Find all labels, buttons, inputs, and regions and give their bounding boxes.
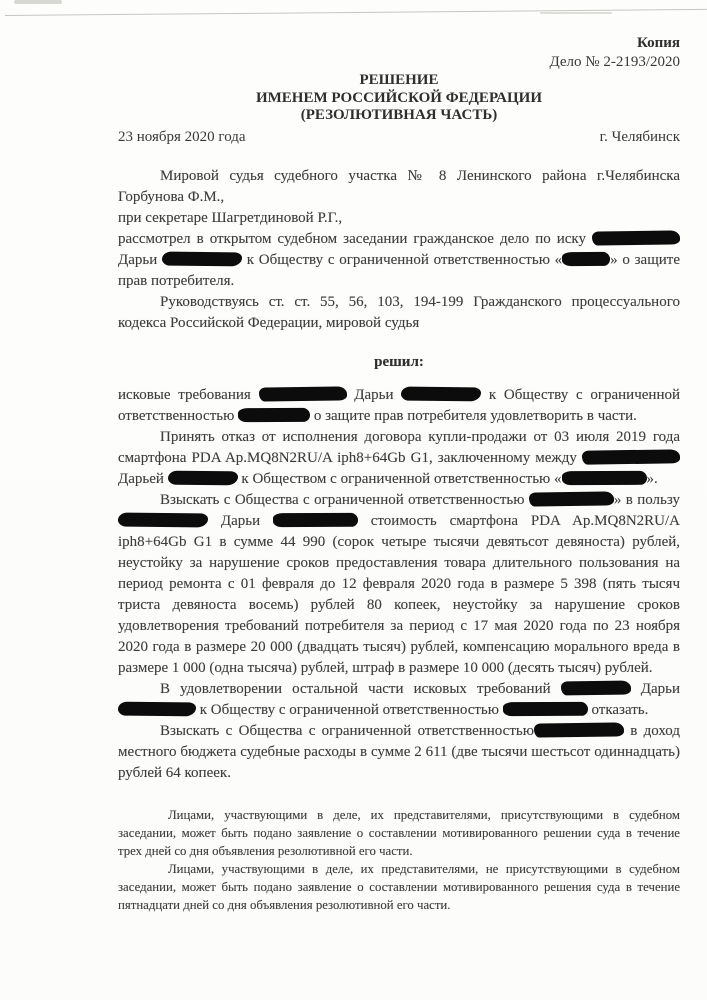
redaction-mark: [273, 512, 358, 526]
resolution-heading: решил:: [374, 353, 424, 370]
court-costs: Взыскать с Общества с ограниченной ответственностью в доход местного бюджета судебные расходы в сумме 2 611 (две тысячи шестьсот одиннадцать) рублей 64 копеек.: [118, 722, 680, 781]
redaction-mark: [401, 386, 481, 401]
notice-absent: Лицами, участвующими в деле, их представителями, не присутствующими в судебном заседании, может быть подано заявление о составлении мотивированного решения суда в течение пятнадцати дней со дня объявления резолютивной его части.: [118, 861, 680, 912]
redaction-mark: [561, 470, 646, 484]
remaining-claims-denied: В удовлетворении остальной части исковых требований Дарьи к Обществу с ограниченной ответственностью отказать.: [118, 679, 680, 721]
date-row: [118, 127, 680, 148]
redaction-mark: [168, 470, 238, 485]
document-title: [118, 72, 680, 125]
redaction-mark: [534, 722, 624, 737]
redaction-mark: [118, 701, 196, 716]
case-intro: рассмотрел в открытом судебном заседании гражданское дело по иску Дарьи к Обществу с ограниченной ответственностью « » о защите прав потребителя.: [118, 230, 680, 289]
redaction-mark: [529, 491, 614, 506]
redaction-mark: [562, 251, 610, 265]
secretary-line: при секретаре Шагретдиновой Р.Г.,: [118, 209, 343, 226]
redaction-mark: [118, 512, 208, 527]
redaction-mark: [258, 386, 346, 401]
ruling-basis: Руководствуясь ст. ст. 55, 56, 103, 194-199 Гражданского процессуального кодекса Российской Федерации, мировой судья: [118, 293, 680, 331]
redaction-mark: [561, 680, 631, 695]
decision-date: 23 ноября 2020 года: [118, 128, 246, 145]
title-line-1: РЕШЕНИЕ: [359, 72, 439, 88]
notice-present: Лицами, участвующими в деле, их представителями, присутствующими в судебном заседании, может быть подано заявление о составлении мотивированного решении суда в течение трех дней со дня объявления резолютивной его части.: [118, 807, 680, 858]
claims-satisfied: исковые требования Дарьи к Обществу с ограниченной ответственностью о защите прав потребителя удовлетворить в части.: [118, 386, 680, 424]
judge-intro: Мировой судья судебного участка № 8 Ленинского района г.Челябинска Горбунова Ф.М.,: [118, 167, 680, 205]
redaction-mark: [238, 407, 310, 421]
contract-refusal: Принять отказ от исполнения договора купли-продажи от 03 июля 2019 года смартфона PDA Ap.MQ8N2RU/A iph8+64Gb G1, заключенному между Дарьей к Обществом с ограниченной ответственностью « ».: [118, 428, 680, 487]
title-line-3: (РЕЗОЛЮТИВНАЯ ЧАСТЬ): [300, 107, 498, 123]
copy-label: Копия: [636, 35, 680, 51]
redaction-mark: [503, 701, 588, 715]
title-line-2: ИМЕНЕМ РОССИЙСКОЙ ФЕДЕРАЦИИ: [255, 89, 543, 106]
decision-city: г. Челябинск: [599, 128, 680, 145]
redaction-mark: [582, 449, 680, 464]
recovery-award: Взыскать с Общества с ограниченной ответственностью » в пользу Дарьи стоимость смартфона PDA Ap.MQ8N2RU/A iph8+64Gb G1 в сумме 44 990 (сорок четыре тысячи девятьсот девяноста) рублей, неустойку за нарушение сроков предоставления товара длительного пользования на период ремонта с 01 февраля до 12 февраля 2020 года в размере 5 398 (пять тысяч триста девяноста восемь) рублей 80 копеек, неустойку за нарушение сроков удовлетворения требований потребителя за период с 17 мая 2020 года по 23 ноября 2020 года в размере 20 000 (двадцать тысяч) рублей, компенсацию морального вреда в размере 1 000 (одна тысяча) рублей, штраф в размере 10 000 (десять тысяч) рублей.: [118, 491, 680, 676]
header-right-block: [118, 34, 680, 72]
document-body: [118, 166, 680, 914]
redaction-mark: [592, 230, 680, 245]
case-number: Дело № 2-2193/2020: [549, 54, 680, 70]
redaction-mark: [162, 251, 242, 266]
